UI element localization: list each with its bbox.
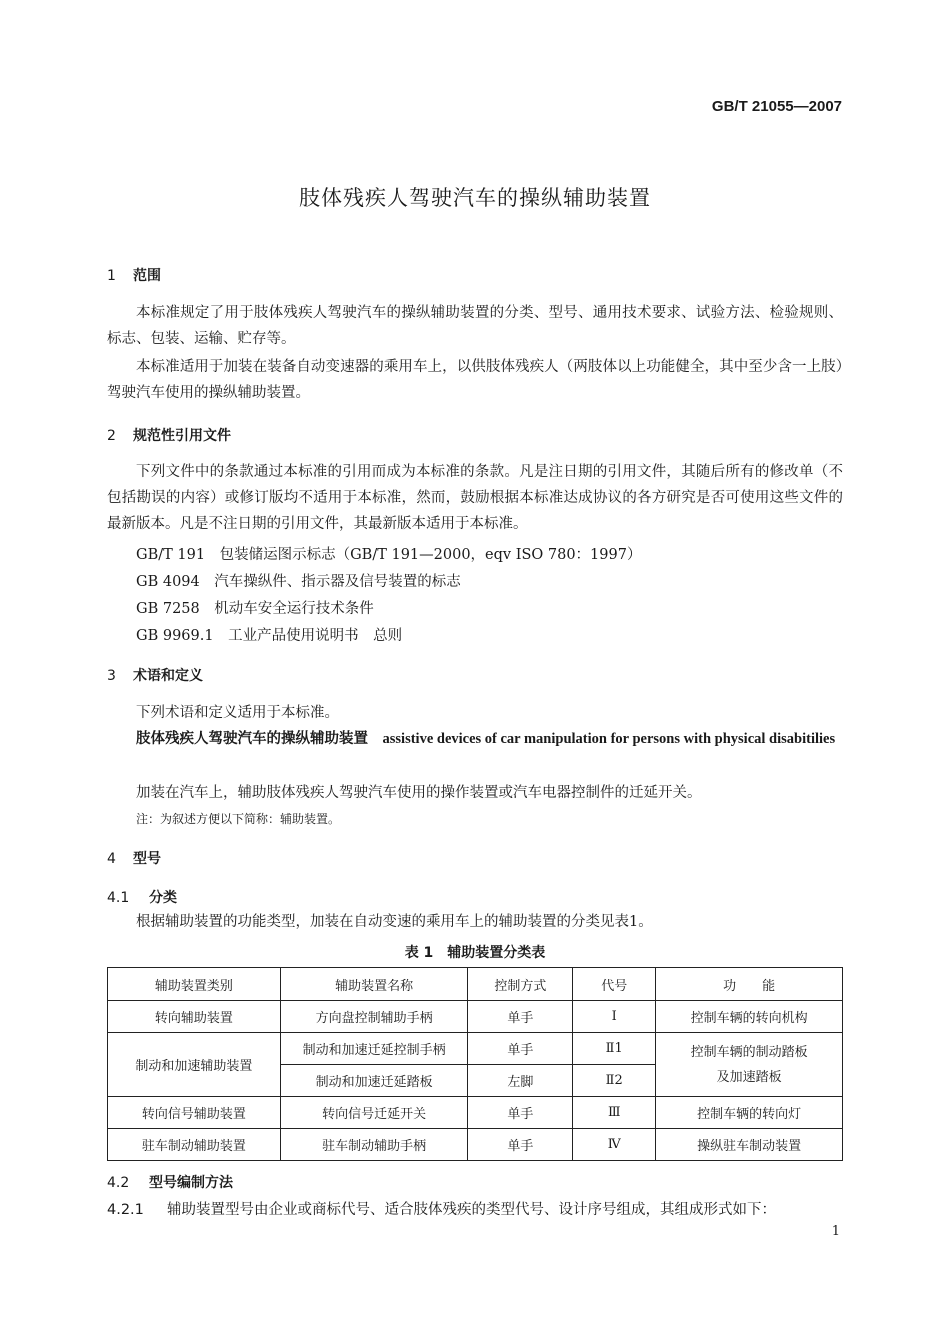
subsection-number: 4.2 (107, 1175, 130, 1191)
table-row (108, 1033, 843, 1065)
table-cell: 控制车辆的制动踏板及加速踏板 (656, 1033, 843, 1097)
section-number: 2 (107, 428, 116, 444)
paragraph: 根据辅助装置的功能类型，加装在自动变速的乘用车上的辅助装置的分类见表1。 (136, 914, 653, 930)
table-cell: 转向辅助装置 (108, 1001, 281, 1033)
table-row (108, 1001, 843, 1033)
term-entry (107, 726, 843, 752)
section-title: 术语和定义 (133, 668, 203, 684)
table-cell: 单手 (468, 1001, 573, 1033)
section-title: 规范性引用文件 (133, 428, 231, 444)
section-1-heading (107, 265, 161, 285)
table-header-cell: 代号 (573, 968, 656, 1001)
table-cell: 左脚 (468, 1065, 573, 1097)
reference-item: GB/T 191 包装储运图示标志（GB/T 191—2000，eqv ISO 780：1997） (136, 547, 642, 563)
table-cell: 单手 (468, 1129, 573, 1161)
table-header-cell: 功 能 (656, 968, 843, 1001)
definition: 加装在汽车上，辅助肢体残疾人驾驶汽车使用的操作装置或汽车电器控制件的迁延开关。 (136, 785, 702, 801)
table-header-cell: 控制方式 (468, 968, 573, 1001)
table-cell: Ⅱ2 (573, 1065, 656, 1097)
subsection-4-2-heading (107, 1172, 233, 1192)
table-cell: 制动和加速迁延控制手柄 (280, 1033, 468, 1065)
table-header-row (108, 968, 843, 1001)
table-row (108, 1129, 843, 1161)
section-3-heading (107, 665, 203, 685)
table-cell: 控制车辆的转向灯 (656, 1097, 843, 1129)
table-cell: 转向信号辅助装置 (108, 1097, 281, 1129)
section-2-heading (107, 425, 231, 445)
table-cell: 单手 (468, 1033, 573, 1065)
paragraph: 本标准规定了用于肢体残疾人驾驶汽车的操纵辅助装置的分类、型号、通用技术要求、试验方法、检验规则、标志、包装、运输、贮存等。 (107, 305, 843, 347)
section-title: 型号 (133, 851, 161, 867)
clause-4-2-1 (107, 1198, 776, 1219)
section-title: 范围 (133, 268, 161, 284)
section-number: 4 (107, 851, 116, 867)
clause-text: 辅助装置型号由企业或商标代号、适合肢体残疾的类型代号、设计序号组成，其组成形式如下： (167, 1202, 776, 1218)
table-cell: 制动和加速辅助装置 (108, 1033, 281, 1097)
table-cell: 控制车辆的转向机构 (656, 1001, 843, 1033)
clause-number: 4.2.1 (107, 1202, 144, 1218)
section-4-heading (107, 848, 161, 868)
table-cell: 方向盘控制辅助手柄 (280, 1001, 468, 1033)
table-cell: Ⅰ (573, 1001, 656, 1033)
term-chinese: 肢体残疾人驾驶汽车的操纵辅助装置 (136, 731, 368, 747)
note: 注：为叙述方便以下简称：辅助装置。 (136, 812, 341, 826)
subsection-title: 分类 (149, 890, 177, 906)
classification-table (107, 967, 843, 1161)
table-caption: 表 1 辅助装置分类表 (404, 945, 546, 961)
table-cell: 单手 (468, 1097, 573, 1129)
reference-item: GB 9969.1 工业产品使用说明书 总则 (136, 628, 403, 644)
paragraph: 本标准适用于加装在装备自动变速器的乘用车上，以供肢体残疾人（两肢体以上功能健全，其中至少含一上肢）驾驶汽车使用的操纵辅助装置。 (107, 359, 843, 401)
table-cell: 转向信号迁延开关 (280, 1097, 468, 1129)
table-header-cell: 辅助装置类别 (108, 968, 281, 1001)
paragraph: 下列文件中的条款通过本标准的引用而成为本标准的条款。凡是注日期的引用文件，其随后所有的修改单（不包括勘误的内容）或修订版均不适用于本标准，然而，鼓励根据本标准达成协议的各方研究是否可使用这些文件的最新版本。凡是不注日期的引用文件，其最新版本适用于本标准。 (107, 464, 843, 532)
standard-code: GB/T 21055—2007 (711, 98, 842, 115)
section-number: 1 (107, 268, 116, 284)
table-cell: 驻车制动辅助手柄 (280, 1129, 468, 1161)
table-cell: 操纵驻车制动装置 (656, 1129, 843, 1161)
document-title: 肢体残疾人驾驶汽车的操纵辅助装置 (299, 186, 651, 210)
table-header-cell: 辅助装置名称 (280, 968, 468, 1001)
reference-item: GB 4094 汽车操纵件、指示器及信号装置的标志 (136, 574, 461, 590)
section-number: 3 (107, 668, 116, 684)
term-english: assistive devices of car manipulation for persons with physical disabitilies (382, 731, 836, 747)
paragraph: 下列术语和定义适用于本标准。 (136, 705, 339, 721)
table-cell: Ⅲ (573, 1097, 656, 1129)
table-cell: 制动和加速迁延踏板 (280, 1065, 468, 1097)
page-number: 1 (831, 1224, 840, 1239)
subsection-number: 4.1 (107, 890, 130, 906)
reference-item: GB 7258 机动车安全运行技术条件 (136, 601, 374, 617)
subsection-4-1-heading (107, 887, 177, 907)
table-cell: Ⅳ (573, 1129, 656, 1161)
table-row (108, 1097, 843, 1129)
table-cell: Ⅱ1 (573, 1033, 656, 1065)
subsection-title: 型号编制方法 (149, 1175, 233, 1191)
table-cell: 驻车制动辅助装置 (108, 1129, 281, 1161)
